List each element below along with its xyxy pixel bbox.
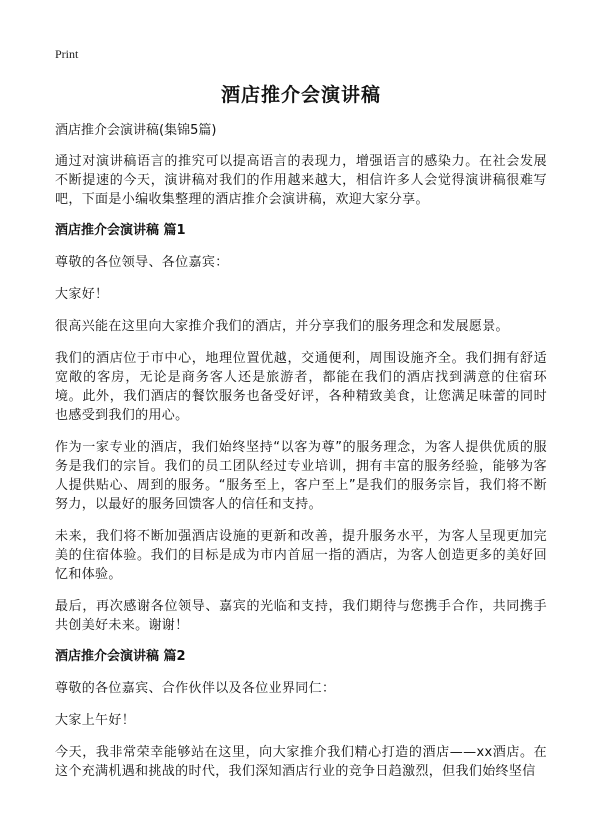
section-1-paragraph: 未来，我们将不断加强酒店设施的更新和改善，提升服务水平，为客人呈现更加完美的住宿体验。我们的目标是成为市内首屈一指的酒店，为客人创造更多的美好回忆和体验。 — [55, 529, 547, 582]
print-label[interactable]: Print — [55, 47, 79, 61]
section-1-paragraph: 尊敬的各位领导、各位嘉宾： — [55, 255, 229, 270]
section-1-paragraph: 作为一家专业的酒店，我们始终坚持“以客为尊”的服务理念，为客人提供优质的服务是我们的宗旨。我们的员工团队经过专业培训，拥有丰富的服务经验，能够为客人提供贴心、周到的服务。“服务至上，客户至上”是我们的服务宗旨，我们将不断努力，以最好的服务回馈客人的信任和支持。 — [55, 440, 547, 512]
section-1-paragraph: 我们的酒店位于市中心，地理位置优越，交通便利，周围设施齐全。我们拥有舒适宽敞的客房，无论是商务客人还是旅游者，都能在我们的酒店找到满意的住宿环境。此外，我们酒店的餐饮服务也备受好评，各种精致美食，让您满足味蕾的同时也感受到我们的用心。 — [55, 351, 547, 423]
section-2-paragraph: 今天，我非常荣幸能够站在这里，向大家推介我们精心打造的酒店——xx酒店。在这个充满机遇和挑战的时代，我们深知酒店行业的竞争日趋激烈，但我们始终坚信 — [55, 745, 547, 779]
section-1-paragraph: 最后，再次感谢各位领导、嘉宾的光临和支持，我们期待与您携手合作，共同携手共创美好未来。谢谢！ — [55, 599, 547, 633]
document-body — [55, 122, 547, 794]
section-1-paragraph: 大家好！ — [55, 287, 109, 302]
section-2-paragraph: 大家上午好！ — [55, 713, 136, 728]
section-heading-1: 酒店推介会演讲稿 篇1 — [55, 223, 186, 238]
section-1-paragraph: 很高兴能在这里向大家推介我们的酒店，并分享我们的服务理念和发展愿景。 — [55, 319, 509, 334]
intro-paragraph: 通过对演讲稿语言的推究可以提高语言的表现力，增强语言的感染力。在社会发展不断提速的今天，演讲稿对我们的作用越来越大，相信许多人会觉得演讲稿很难写吧，下面是小编收集整理的酒店推介会演讲稿，欢迎大家分享。 — [55, 154, 547, 207]
document-subtitle: 酒店推介会演讲稿(集锦5篇) — [55, 123, 217, 138]
page-title: 酒店推介会演讲稿 — [220, 84, 381, 106]
section-2-paragraph: 尊敬的各位嘉宾、合作伙伴以及各位业界同仁： — [55, 681, 336, 696]
section-heading-2: 酒店推介会演讲稿 篇2 — [55, 649, 186, 664]
